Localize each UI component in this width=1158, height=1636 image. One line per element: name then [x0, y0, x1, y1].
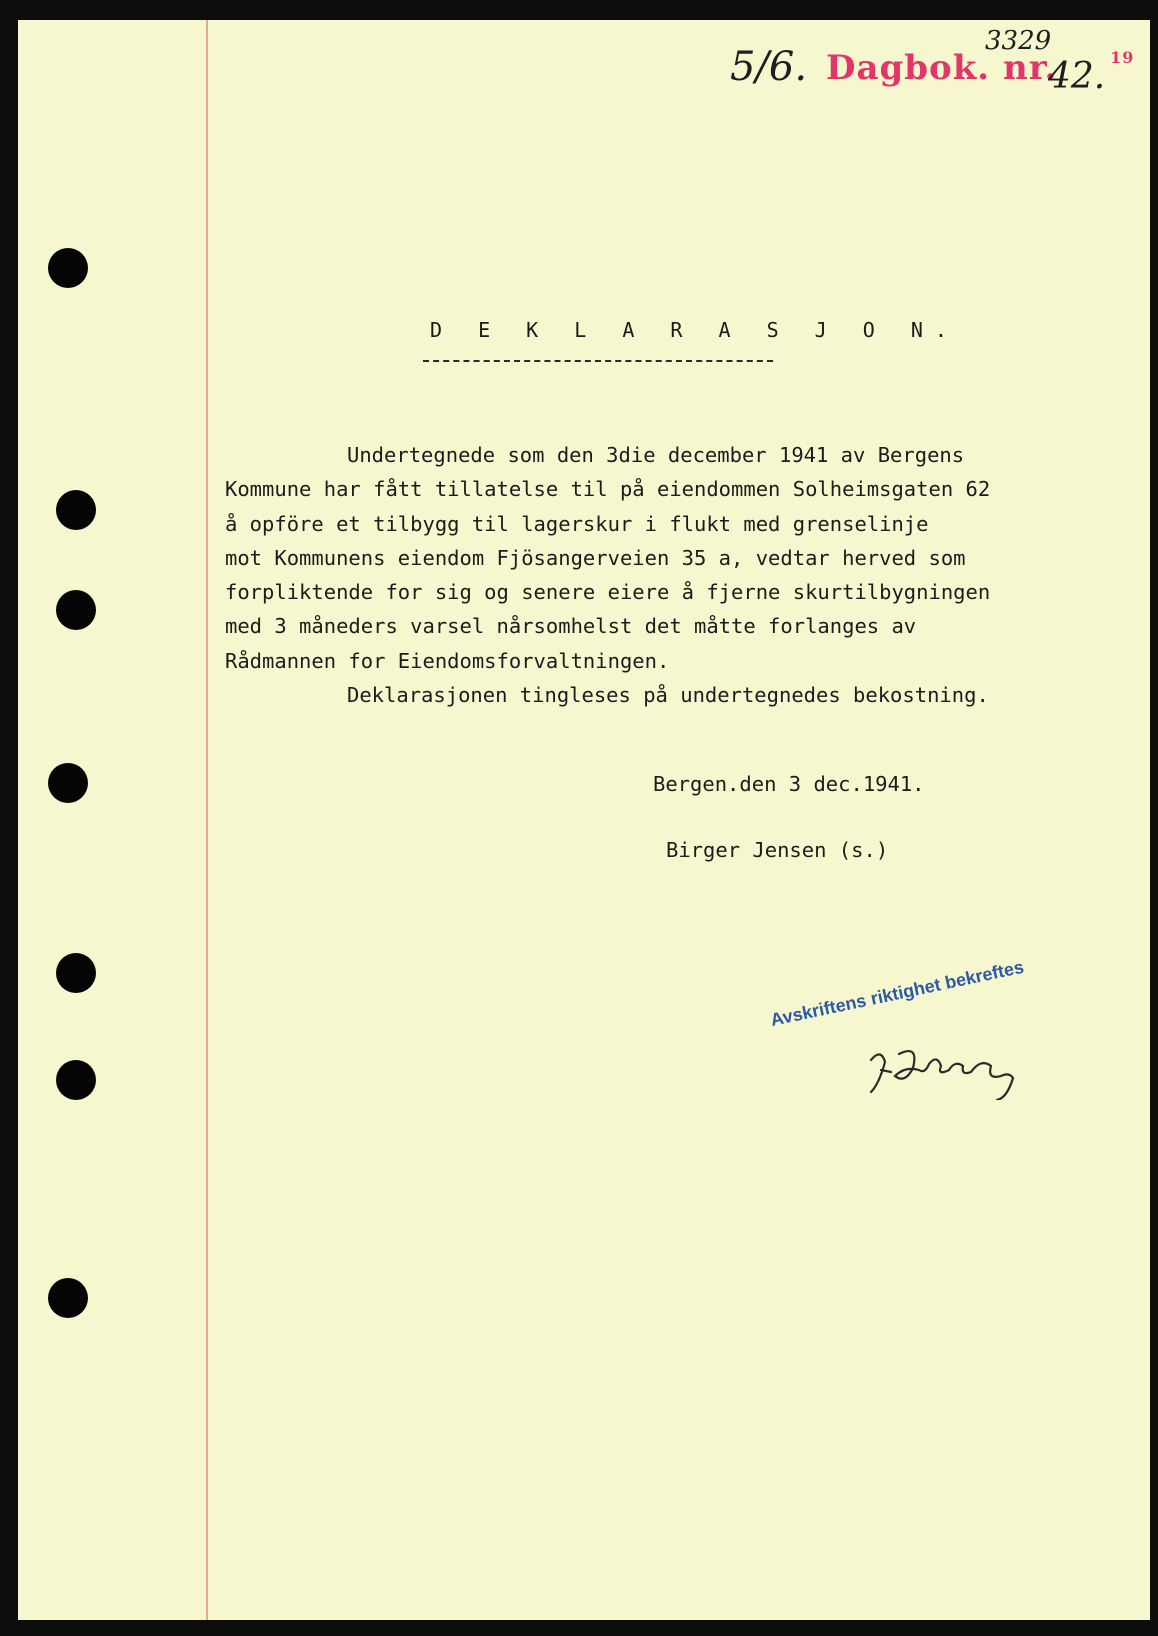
body-line: Kommune har fått tillatelse til på eiendommen Solheimsgaten 62 [225, 477, 991, 502]
handwritten-dagbok-number: 3329 [985, 26, 1052, 56]
body-line: Deklarasjonen tingleses på undertegnedes bekostning. [347, 683, 989, 708]
certification-stamp: Avskriftens riktighet bekreftes [768, 956, 1026, 1031]
handwritten-signature [863, 1030, 1043, 1100]
punch-hole [56, 490, 96, 530]
body-line: forpliktende for sig og senere eiere å fjerne skurtilbygningen [225, 580, 991, 605]
body-line: Undertegnede som den 3die december 1941 av Bergens [347, 443, 965, 467]
punch-hole [48, 763, 88, 803]
dagbok-label: Dagbok. nr. [826, 48, 1058, 88]
body-line: Rådmannen for Eiendomsforvaltningen. [225, 648, 670, 673]
declaration-body [225, 438, 1105, 712]
handwritten-year: 42. [1048, 56, 1106, 97]
punch-hole [48, 1278, 88, 1318]
document-page [18, 20, 1150, 1620]
punch-hole [56, 590, 96, 630]
place-and-date: Bergen.den 3 dec.1941. [653, 772, 925, 796]
margin-line [206, 20, 208, 1620]
punch-hole [48, 248, 88, 288]
punch-hole [56, 953, 96, 993]
body-line: mot Kommunens eiendom Fjösangerveien 35 a, vedtar herved som [225, 545, 966, 570]
stamp-year-prefix: 19 [1110, 48, 1135, 67]
handwritten-date: 5/6. [730, 44, 808, 90]
body-line: med 3 måneders varsel nårsomhelst det måtte forlanges av [225, 614, 917, 639]
body-line: å opföre et tilbygg til lagerskur i flukt med grenselinje [225, 511, 929, 536]
signatory-name: Birger Jensen (s.) [666, 838, 889, 862]
title-underline [423, 360, 773, 362]
punch-hole [56, 1060, 96, 1100]
document-title: D E K L A R A S J O N. [430, 318, 959, 342]
